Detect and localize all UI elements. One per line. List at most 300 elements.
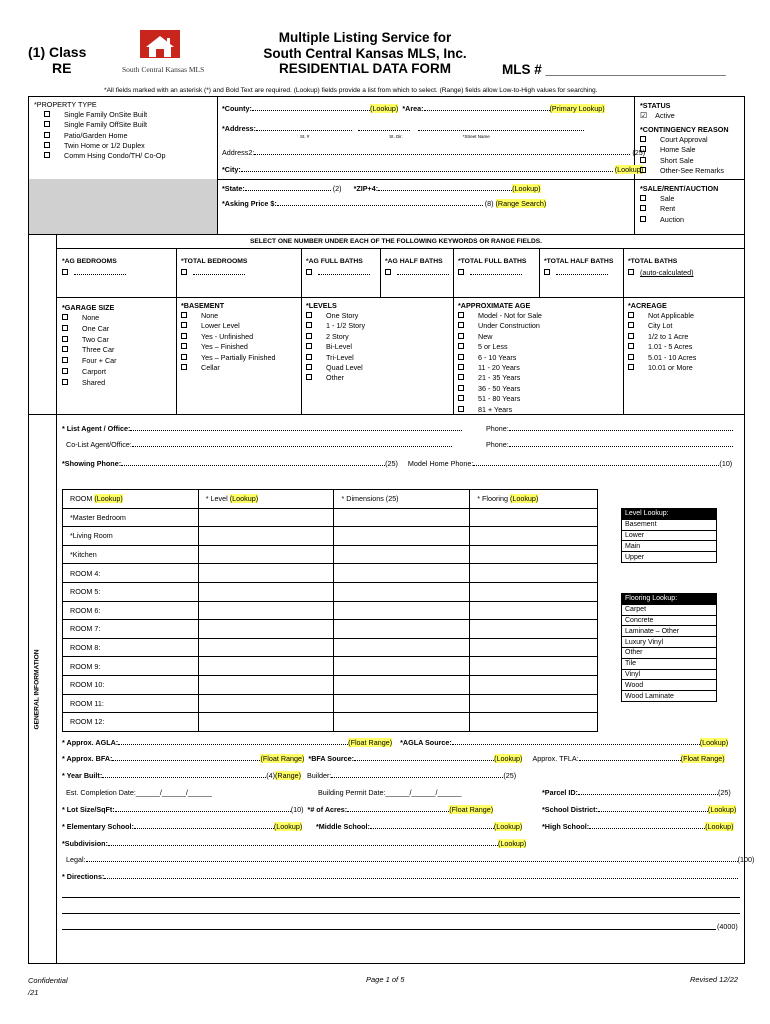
checkbox-icon[interactable] xyxy=(458,333,464,339)
checkbox-icon[interactable] xyxy=(181,364,187,370)
room-level-cell[interactable] xyxy=(198,713,334,732)
directions-line xyxy=(62,929,716,930)
checkbox-label: Quad Level xyxy=(326,363,363,372)
room-flooring-cell[interactable] xyxy=(470,564,598,583)
checkbox-option[interactable] xyxy=(44,141,145,150)
divider xyxy=(623,248,624,414)
checkbox-label: Yes – Finished xyxy=(201,342,248,352)
footer-left xyxy=(28,975,68,999)
mls-logo xyxy=(138,30,202,64)
state-zip-field[interactable]: *State: (2) *ZIP+4: (Lookup) xyxy=(222,184,541,193)
checkbox-option[interactable] xyxy=(181,332,253,341)
count-field[interactable] xyxy=(385,268,449,277)
class-number: (1) Class xyxy=(28,44,87,60)
checkbox-option[interactable] xyxy=(458,321,540,330)
directions-limit: (4000) xyxy=(717,922,738,931)
table-row xyxy=(63,545,598,564)
checkbox-icon[interactable] xyxy=(628,269,634,275)
checkbox-label: 5 or Less xyxy=(478,342,508,352)
divider xyxy=(539,248,540,297)
room-name: ROOM 8: xyxy=(63,638,199,657)
room-dimensions-cell[interactable] xyxy=(334,582,470,601)
checkbox-option[interactable] xyxy=(458,332,492,341)
room-level-cell[interactable] xyxy=(198,508,334,527)
level-header: * Level (Lookup) xyxy=(198,490,334,509)
subdivision-field[interactable]: *Subdivision: (Lookup) xyxy=(62,839,527,848)
checkbox-option[interactable] xyxy=(640,145,696,154)
title-line-2: South Central Kansas MLS, Inc. xyxy=(263,45,467,61)
colist-agent-field[interactable]: Co-List Agent/Office: xyxy=(66,440,452,449)
colist-phone-field[interactable]: Phone: xyxy=(486,440,733,449)
checkbox-option[interactable] xyxy=(62,367,106,376)
lookup-item: Main xyxy=(622,541,717,552)
lot-size-field[interactable]: * Lot Size/SqFt: (10) *# of Acres: (Float Range) xyxy=(62,805,494,814)
count-header: *TOTAL BATHS xyxy=(628,258,678,265)
checkbox-option[interactable] xyxy=(44,151,165,160)
checkbox-option[interactable] xyxy=(458,342,508,351)
checkbox-icon[interactable] xyxy=(181,333,187,339)
checkbox-label: Cellar xyxy=(201,363,220,372)
checkbox-label: Not Applicable xyxy=(648,311,694,320)
levels-title: *LEVELS xyxy=(306,301,337,310)
lookup-item: Vinyl xyxy=(622,669,717,680)
room-flooring-cell[interactable] xyxy=(470,675,598,694)
footer-year: /21 xyxy=(28,988,39,997)
checkbox-option[interactable] xyxy=(458,311,542,320)
room-dimensions-cell[interactable] xyxy=(334,527,470,546)
checkbox-label: 36 - 50 Years xyxy=(478,383,521,393)
room-dimensions-cell[interactable] xyxy=(334,508,470,527)
lookup-item: Other xyxy=(622,647,717,658)
checkbox-icon[interactable] xyxy=(306,374,312,380)
high-school-field[interactable]: *High School: (Lookup) xyxy=(542,822,734,831)
count-header: *TOTAL FULL BATHS xyxy=(458,258,527,265)
room-dimensions-cell[interactable] xyxy=(334,601,470,620)
checkbox-label: 1.01 - 5 Acres xyxy=(648,342,693,352)
checkbox-icon[interactable] xyxy=(628,343,634,349)
property-type-title: *PROPERTY TYPE xyxy=(34,100,97,109)
divider xyxy=(28,234,745,235)
room-level-cell[interactable] xyxy=(198,582,334,601)
checkbox-icon[interactable] xyxy=(628,364,634,370)
room-dimensions-cell[interactable] xyxy=(334,545,470,564)
checkbox-option[interactable] xyxy=(640,156,694,165)
parcel-field[interactable]: *Parcel ID: (25) xyxy=(542,788,731,797)
room-name: ROOM 12: xyxy=(63,713,199,732)
checkbox-option[interactable] xyxy=(62,324,109,333)
rooms-table xyxy=(62,489,598,732)
checkbox-option[interactable] xyxy=(640,194,674,203)
room-dimensions-cell[interactable] xyxy=(334,657,470,676)
checkbox-icon[interactable] xyxy=(306,269,312,275)
checkbox-option[interactable] xyxy=(306,321,365,330)
room-name: ROOM 4: xyxy=(63,564,199,583)
checkbox-icon[interactable] xyxy=(458,269,464,275)
lookup-item: Carpet xyxy=(622,604,717,615)
checkbox-option[interactable] xyxy=(628,363,693,372)
directions-field[interactable]: * Directions: xyxy=(62,872,738,881)
table-row xyxy=(63,638,598,657)
checkbox-option[interactable] xyxy=(628,353,696,362)
checkbox-icon[interactable] xyxy=(44,121,50,127)
lookup-item: Luxury Vinyl xyxy=(622,637,717,648)
checkbox-option[interactable] xyxy=(44,110,147,119)
room-flooring-cell[interactable] xyxy=(470,620,598,639)
checkbox-icon[interactable] xyxy=(62,346,68,352)
checkbox-option[interactable] xyxy=(306,311,358,320)
table-row xyxy=(63,675,598,694)
count-header: *AG BEDROOMS xyxy=(62,258,117,265)
room-level-cell[interactable] xyxy=(198,694,334,713)
divider xyxy=(380,248,381,297)
checkbox-option[interactable] xyxy=(628,342,692,351)
status-title: *STATUS xyxy=(640,101,671,110)
class-label xyxy=(28,44,86,76)
checkbox-option[interactable] xyxy=(640,215,684,224)
checkbox-option[interactable] xyxy=(62,335,109,344)
checkbox-label: Court Approval xyxy=(660,135,708,144)
checkbox-label: 1 - 1/2 Story xyxy=(326,321,366,331)
checkbox-option[interactable] xyxy=(640,135,708,144)
checkbox-label: None xyxy=(82,313,100,322)
room-name: *Kitchen xyxy=(63,545,199,564)
elementary-field[interactable]: * Elementary School: (Lookup) xyxy=(62,822,303,831)
checkbox-icon[interactable] xyxy=(181,354,187,360)
divider xyxy=(217,96,218,234)
title-line-3: RESIDENTIAL DATA FORM xyxy=(279,61,451,76)
divider xyxy=(217,179,745,180)
instructions-text: *All fields marked with an asterisk (*) and Bold Text are required. (Lookup) fields provide a list from which to select. (Range) fields allow Low-to-High values for searching. xyxy=(104,87,598,94)
flooring-lookup-table xyxy=(621,593,717,702)
count-field[interactable] xyxy=(544,268,608,277)
table-row xyxy=(63,657,598,676)
checkbox-option[interactable] xyxy=(458,373,520,382)
table-row xyxy=(63,582,598,601)
checkbox-option[interactable] xyxy=(458,353,516,362)
footer-confidential: Confidential xyxy=(28,976,68,985)
bfa-field[interactable]: * Approx. BFA: (Float Range) *BFA Source: (Lookup) Approx. TFLA: (Float Range) xyxy=(62,754,725,763)
form-title xyxy=(250,30,480,77)
checkbox-icon[interactable] xyxy=(385,269,391,275)
room-dimensions-cell[interactable] xyxy=(334,620,470,639)
checkbox-icon[interactable] xyxy=(181,269,187,275)
room-flooring-cell[interactable] xyxy=(470,694,598,713)
list-agent-field[interactable]: * List Agent / Office: xyxy=(62,424,462,433)
checkbox-option[interactable] xyxy=(181,311,218,320)
checkbox-icon[interactable] xyxy=(458,354,464,360)
checkbox-label: 21 - 35 Years xyxy=(478,373,521,383)
checkbox-label: Lower Level xyxy=(201,321,240,331)
checkbox-option[interactable] xyxy=(306,332,349,341)
room-name: *Master Bedroom xyxy=(63,508,199,527)
checkbox-icon[interactable] xyxy=(628,333,634,339)
age-title: *APPROXIMATE AGE xyxy=(458,301,531,310)
checkbox-icon[interactable] xyxy=(306,364,312,370)
checkbox-icon[interactable] xyxy=(181,322,187,328)
checkbox-label: Tri-Level xyxy=(326,352,354,362)
checkbox-icon[interactable] xyxy=(628,322,634,328)
checkbox-option[interactable] xyxy=(181,342,248,351)
room-header: ROOM (Lookup) xyxy=(63,490,199,509)
checkbox-icon[interactable] xyxy=(640,195,646,201)
showing-phone-field[interactable]: *Showing Phone: (25) Model Home Phone: (10) xyxy=(62,459,733,468)
room-flooring-cell[interactable] xyxy=(470,508,598,527)
school-district-field[interactable]: *School District: (Lookup) xyxy=(542,805,737,814)
checkbox-icon[interactable] xyxy=(181,343,187,349)
select-one-heading: SELECT ONE NUMBER UNDER EACH OF THE FOLLOWING KEYWORDS OR RANGE FIELDS. xyxy=(250,238,542,245)
checkbox-icon[interactable] xyxy=(62,379,68,385)
room-dimensions-cell[interactable] xyxy=(334,638,470,657)
room-level-cell[interactable] xyxy=(198,620,334,639)
room-dimensions-cell[interactable] xyxy=(334,694,470,713)
checkbox-option[interactable] xyxy=(628,321,672,330)
checkbox-option[interactable] xyxy=(640,204,675,213)
divider xyxy=(453,248,454,414)
auto-calculated: (auto-calculated) xyxy=(628,268,694,277)
checkbox-option[interactable] xyxy=(458,363,520,372)
revised-date: Revised 12/22 xyxy=(690,975,738,984)
lookup-title: Level Lookup: xyxy=(622,509,717,520)
mls-number-field[interactable]: MLS # ________________________ xyxy=(502,62,726,77)
room-dimensions-cell[interactable] xyxy=(334,713,470,732)
checkbox-option[interactable] xyxy=(62,313,99,322)
count-header: *AG FULL BATHS xyxy=(306,258,363,265)
count-field[interactable] xyxy=(181,268,245,277)
room-level-cell[interactable] xyxy=(198,601,334,620)
checkbox-label: 81 + Years xyxy=(478,404,513,414)
address-sublabels: St. # St. Dir. *Street Name xyxy=(300,134,490,139)
checkbox-label: Single Family OffSite Built xyxy=(64,120,147,130)
checkbox-icon[interactable] xyxy=(306,343,312,349)
checkbox-label: Shared xyxy=(82,377,106,387)
checkbox-label: Three Car xyxy=(82,345,115,355)
checkbox-option[interactable] xyxy=(306,363,363,372)
divider xyxy=(28,414,56,415)
checkbox-icon[interactable] xyxy=(640,205,646,211)
lookup-item: Upper xyxy=(622,552,717,563)
table-row xyxy=(63,713,598,732)
room-name: ROOM 10: xyxy=(63,675,199,694)
checkbox-icon[interactable] xyxy=(628,354,634,360)
checkbox-label: 2 Story xyxy=(326,331,349,341)
room-level-cell[interactable] xyxy=(198,638,334,657)
middle-school-field[interactable]: *Middle School: (Lookup) xyxy=(316,822,523,831)
general-information-label: GENERAL INFORMATION xyxy=(33,649,41,730)
agla-field[interactable]: * Approx. AGLA: (Float Range) *AGLA Source: (Lookup) xyxy=(62,738,729,747)
checkbox-icon[interactable] xyxy=(628,312,634,318)
checkbox-label: Single Family OnSite Built xyxy=(64,110,148,119)
city-field[interactable]: *City: (Lookup) xyxy=(222,165,644,174)
divider xyxy=(56,234,57,964)
basement-title: *BASEMENT xyxy=(181,301,225,310)
checkbox-label: City Lot xyxy=(648,321,673,331)
level-lookup-table xyxy=(621,508,717,563)
acreage-title: *ACREAGE xyxy=(628,301,667,310)
room-level-cell[interactable] xyxy=(198,545,334,564)
checkbox-icon[interactable] xyxy=(181,312,187,318)
checkbox-label: Home Sale xyxy=(660,145,696,155)
checkbox-icon[interactable] xyxy=(62,314,68,320)
checkbox-label: Bi-Level xyxy=(326,342,352,352)
checkbox-label: Yes – Partially Finished xyxy=(201,352,276,362)
room-flooring-cell[interactable] xyxy=(470,638,598,657)
checkbox-icon[interactable] xyxy=(44,142,50,148)
room-name: ROOM 5: xyxy=(63,582,199,601)
checkbox-icon[interactable] xyxy=(640,146,646,152)
checkbox-label: 6 - 10 Years xyxy=(478,352,517,362)
checkbox-label: Short Sale xyxy=(660,155,694,165)
checkbox-icon[interactable] xyxy=(62,269,68,275)
list-phone-field[interactable]: Phone: xyxy=(486,424,733,433)
permit-field[interactable]: Building Permit Date:______/______/______ xyxy=(318,788,462,797)
checkbox-label: Carport xyxy=(82,367,106,376)
title-line-1: Multiple Listing Service for xyxy=(278,30,452,45)
checkbox-option[interactable] xyxy=(62,356,117,365)
checkbox-option[interactable] xyxy=(628,332,688,341)
checkbox-icon[interactable] xyxy=(640,216,646,222)
checkbox-icon[interactable] xyxy=(458,364,464,370)
room-name: ROOM 11: xyxy=(63,694,199,713)
room-dimensions-cell[interactable] xyxy=(334,675,470,694)
divider xyxy=(301,248,302,414)
checkbox-label: Sale xyxy=(660,194,675,203)
checkbox-option[interactable] xyxy=(44,120,147,129)
checkbox-option[interactable] xyxy=(306,342,352,351)
directions-line xyxy=(62,897,740,898)
checkbox-option[interactable] xyxy=(181,321,240,330)
room-flooring-cell[interactable] xyxy=(470,545,598,564)
divider xyxy=(56,297,745,298)
checkbox-icon[interactable] xyxy=(62,336,68,342)
checkbox-label: 5.01 - 10 Acres xyxy=(648,352,697,362)
checkbox-label: Auction xyxy=(660,214,684,224)
room-flooring-cell[interactable] xyxy=(470,527,598,546)
lookup-item: Concrete xyxy=(622,615,717,626)
checkbox-label: Two Car xyxy=(82,334,109,344)
room-name: ROOM 6: xyxy=(63,601,199,620)
flooring-header: * Flooring (Lookup) xyxy=(470,490,598,509)
room-level-cell[interactable] xyxy=(198,657,334,676)
checkbox-icon[interactable] xyxy=(44,111,50,117)
checkbox-option[interactable] xyxy=(62,378,105,387)
completion-field[interactable]: Est. Completion Date:______/______/______ xyxy=(66,788,212,797)
room-flooring-cell[interactable] xyxy=(470,601,598,620)
county-field[interactable]: *County: (Lookup) *Area: (Primary Lookup) xyxy=(222,104,605,113)
checkbox-icon[interactable] xyxy=(458,385,464,391)
lookup-item: Laminate – Other xyxy=(622,626,717,637)
checkbox-option[interactable] xyxy=(181,353,275,362)
checkbox-icon[interactable] xyxy=(62,357,68,363)
checkbox-icon[interactable] xyxy=(544,269,550,275)
room-name: ROOM 7: xyxy=(63,620,199,639)
divider xyxy=(176,248,177,414)
table-row xyxy=(63,527,598,546)
room-level-cell[interactable] xyxy=(198,527,334,546)
legal-field[interactable]: Legal: (100) xyxy=(66,855,755,864)
checkbox-icon[interactable] xyxy=(458,343,464,349)
table-row xyxy=(63,564,598,583)
checkbox-option[interactable] xyxy=(306,373,344,382)
year-built-field[interactable]: * Year Built: (4)(Range) Builder: (25) xyxy=(62,771,517,780)
dimensions-header: * Dimensions (25) xyxy=(334,490,470,509)
checkbox-icon[interactable] xyxy=(306,322,312,328)
checkbox-icon[interactable] xyxy=(640,167,646,173)
sale-title: *SALE/RENT/AUCTION xyxy=(640,184,719,193)
room-flooring-cell[interactable] xyxy=(470,582,598,601)
checkbox-label: One Car xyxy=(82,323,110,333)
checkbox-label: 51 - 80 Years xyxy=(478,394,521,404)
checkbox-icon[interactable] xyxy=(62,368,68,374)
rooms-header-row xyxy=(63,490,598,509)
checkbox-label: Other-See Remarks xyxy=(660,165,724,175)
house-logo-icon xyxy=(138,30,202,64)
address-field[interactable]: *Address: xyxy=(222,124,584,133)
checkbox-icon[interactable] xyxy=(640,157,646,163)
checkbox-option[interactable] xyxy=(62,345,114,354)
checkbox-icon[interactable] xyxy=(458,322,464,328)
checkbox-icon[interactable] xyxy=(458,406,464,412)
room-dimensions-cell[interactable] xyxy=(334,564,470,583)
garage-title: *GARAGE SIZE xyxy=(62,303,115,312)
status-active[interactable]: ☑ Active xyxy=(640,111,675,120)
checkbox-option[interactable] xyxy=(44,131,128,140)
divider xyxy=(56,248,745,249)
checkbox-icon[interactable] xyxy=(458,395,464,401)
checkbox-option[interactable] xyxy=(640,166,724,175)
table-row xyxy=(63,620,598,639)
checkbox-icon[interactable] xyxy=(458,374,464,380)
checkbox-option[interactable] xyxy=(306,353,354,362)
checkbox-icon[interactable] xyxy=(44,152,50,158)
checkbox-option[interactable] xyxy=(458,394,520,403)
checkbox-icon[interactable] xyxy=(640,136,646,142)
address2-field[interactable]: Address2: (25) xyxy=(222,148,646,157)
room-flooring-cell[interactable] xyxy=(470,713,598,732)
count-field[interactable] xyxy=(62,268,126,277)
count-field[interactable] xyxy=(306,268,370,277)
checkbox-icon[interactable] xyxy=(62,325,68,331)
checkbox-icon[interactable] xyxy=(306,354,312,360)
room-level-cell[interactable] xyxy=(198,564,334,583)
checkbox-icon[interactable] xyxy=(306,333,312,339)
lookup-item: Wood Laminate xyxy=(622,691,717,702)
count-header: *TOTAL HALF BATHS xyxy=(544,258,614,265)
checkbox-label: Rent xyxy=(660,204,676,214)
checkbox-option[interactable] xyxy=(628,311,694,320)
lookup-item: Tile xyxy=(622,658,717,669)
checked-box-icon: ☑ xyxy=(640,111,648,120)
checkbox-icon[interactable] xyxy=(306,312,312,318)
checkbox-option[interactable] xyxy=(458,405,512,414)
room-name: *Living Room xyxy=(63,527,199,546)
table-row xyxy=(63,508,598,527)
checkbox-option[interactable] xyxy=(458,384,520,393)
room-name: ROOM 9: xyxy=(63,657,199,676)
room-flooring-cell[interactable] xyxy=(470,657,598,676)
room-level-cell[interactable] xyxy=(198,675,334,694)
checkbox-label: Comm Hsing Condo/TH/ Co-Op xyxy=(64,151,166,161)
checkbox-icon[interactable] xyxy=(458,312,464,318)
count-header: *AG HALF BATHS xyxy=(385,258,443,265)
checkbox-label: Four + Car xyxy=(82,356,117,366)
checkbox-label: 11 - 20 Years xyxy=(478,363,520,372)
table-row xyxy=(63,601,598,620)
checkbox-icon[interactable] xyxy=(44,132,50,138)
count-field[interactable] xyxy=(458,268,522,277)
checkbox-option[interactable] xyxy=(181,363,220,372)
checkbox-label: Other xyxy=(326,373,344,383)
asking-price-field[interactable]: *Asking Price $: (8) (Range Search) xyxy=(222,199,547,208)
